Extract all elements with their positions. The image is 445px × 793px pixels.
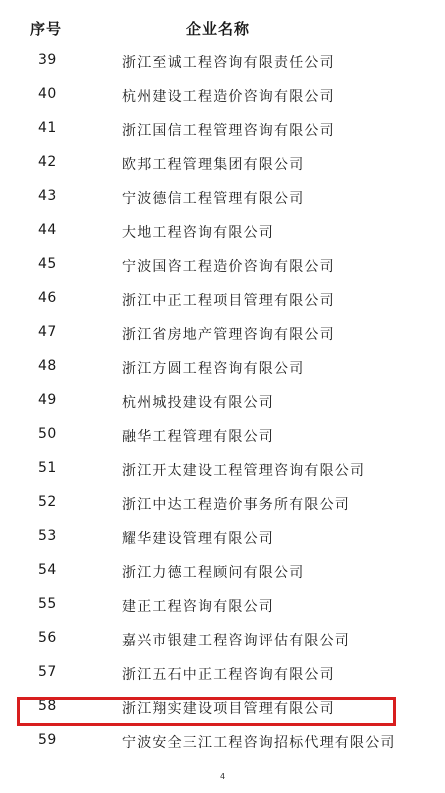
company-name: 浙江翔实建设项目管理有限公司 bbox=[122, 701, 335, 717]
company-name: 融华工程管理有限公司 bbox=[122, 429, 274, 445]
table-row bbox=[0, 486, 445, 520]
table-row bbox=[0, 418, 445, 452]
row-number: 51 bbox=[38, 460, 57, 476]
table-row bbox=[0, 248, 445, 282]
row-number: 43 bbox=[38, 188, 57, 204]
row-number: 59 bbox=[38, 732, 57, 748]
company-name: 浙江开太建设工程管理咨询有限公司 bbox=[122, 463, 366, 479]
row-number: 58 bbox=[38, 698, 57, 714]
row-number: 46 bbox=[38, 290, 57, 306]
table-row bbox=[0, 282, 445, 316]
company-name: 宁波国咨工程造价咨询有限公司 bbox=[122, 259, 335, 275]
table-row bbox=[0, 112, 445, 146]
company-name: 浙江国信工程管理咨询有限公司 bbox=[122, 123, 335, 139]
company-name: 浙江五石中正工程咨询有限公司 bbox=[122, 667, 335, 683]
row-number: 48 bbox=[38, 358, 57, 374]
table-row bbox=[0, 44, 445, 78]
table-row bbox=[0, 350, 445, 384]
company-name: 浙江省房地产管理咨询有限公司 bbox=[122, 327, 335, 343]
company-name: 大地工程咨询有限公司 bbox=[122, 225, 274, 241]
row-number: 41 bbox=[38, 120, 57, 136]
row-number: 56 bbox=[38, 630, 57, 646]
row-number: 49 bbox=[38, 392, 57, 408]
company-name: 宁波德信工程管理有限公司 bbox=[122, 191, 305, 207]
row-number: 57 bbox=[38, 664, 57, 680]
table-row bbox=[0, 588, 445, 622]
table-row bbox=[0, 78, 445, 112]
company-name: 宁波安全三江工程咨询招标代理有限公司 bbox=[122, 735, 396, 751]
table-row bbox=[0, 656, 445, 690]
company-name: 浙江中达工程造价事务所有限公司 bbox=[122, 497, 350, 513]
table-row bbox=[0, 316, 445, 350]
row-number: 40 bbox=[38, 86, 57, 102]
company-name: 欧邦工程管理集团有限公司 bbox=[122, 157, 305, 173]
highlight-box bbox=[17, 697, 396, 726]
company-name: 嘉兴市银建工程咨询评估有限公司 bbox=[122, 633, 350, 649]
table-row bbox=[0, 622, 445, 656]
company-name: 浙江方圆工程咨询有限公司 bbox=[122, 361, 305, 377]
company-name: 浙江中正工程项目管理有限公司 bbox=[122, 293, 335, 309]
column-header-number: 序号 bbox=[30, 20, 63, 38]
company-name: 建正工程咨询有限公司 bbox=[122, 599, 274, 615]
table-row bbox=[0, 520, 445, 554]
table-row bbox=[0, 180, 445, 214]
row-number: 55 bbox=[38, 596, 57, 612]
company-table bbox=[0, 44, 445, 758]
row-number: 47 bbox=[38, 324, 57, 340]
row-number: 45 bbox=[38, 256, 57, 272]
page-number: 4 bbox=[219, 772, 226, 781]
row-number: 44 bbox=[38, 222, 57, 238]
table-row bbox=[0, 384, 445, 418]
company-name: 杭州建设工程造价咨询有限公司 bbox=[122, 89, 335, 105]
company-name: 浙江力德工程顾问有限公司 bbox=[122, 565, 305, 581]
row-number: 50 bbox=[38, 426, 57, 442]
column-header-company-name: 企业名称 bbox=[186, 20, 251, 38]
table-header bbox=[0, 14, 445, 44]
table-row bbox=[0, 146, 445, 180]
row-number: 53 bbox=[38, 528, 57, 544]
company-name: 杭州城投建设有限公司 bbox=[122, 395, 274, 411]
table-row bbox=[0, 724, 445, 758]
table-row bbox=[0, 554, 445, 588]
row-number: 54 bbox=[38, 562, 57, 578]
table-row bbox=[0, 214, 445, 248]
company-name: 浙江至诚工程咨询有限责任公司 bbox=[122, 55, 335, 71]
table-row bbox=[0, 452, 445, 486]
row-number: 42 bbox=[38, 154, 57, 170]
row-number: 39 bbox=[38, 52, 57, 68]
row-number: 52 bbox=[38, 494, 57, 510]
company-name: 耀华建设管理有限公司 bbox=[122, 531, 274, 547]
